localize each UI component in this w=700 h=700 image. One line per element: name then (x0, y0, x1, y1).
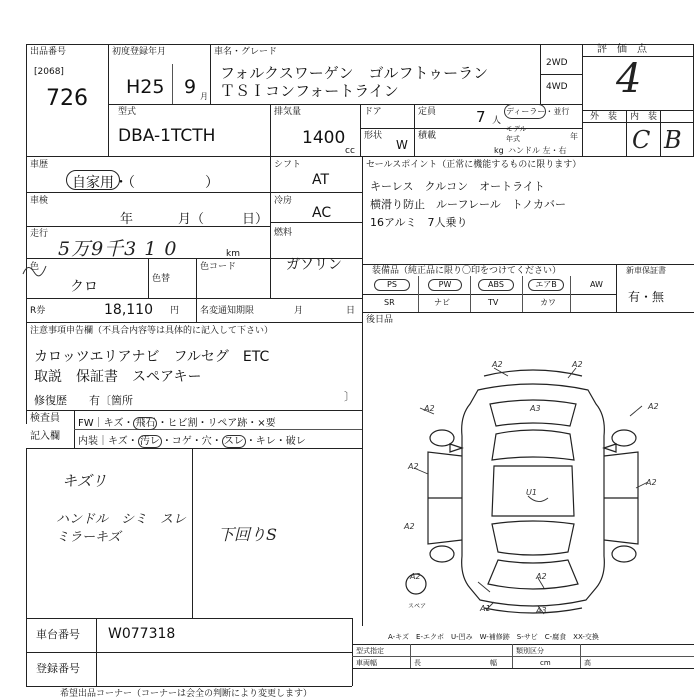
usage-value: 自家用・（ ） (72, 175, 219, 191)
form-tag: 長 (414, 659, 421, 667)
load-label: 積載 (418, 131, 437, 141)
equipment-abs: ABS (478, 279, 514, 291)
handwritten-note: ミラーキズ (56, 530, 121, 545)
first-reg-era-year: H25 (126, 76, 165, 98)
spare-label: スペア (408, 603, 427, 610)
usage-label: 車歴 (30, 160, 49, 170)
load-unit: kg (494, 146, 504, 155)
repair-close: 〕 (344, 390, 355, 403)
form-tag: 類別区分 (516, 647, 544, 655)
notes-label: 注意事項申告欄（不具合内容等は具体的に記入して下さい） (30, 326, 274, 336)
model-year-label: モデル年式 (506, 125, 527, 143)
equipment-sr: SR (384, 298, 395, 307)
equipment-aw: AW (590, 280, 603, 289)
shape-value: W (396, 138, 408, 152)
form-tag: 幅 (490, 659, 497, 667)
interior-grade: B (664, 126, 682, 154)
inspection-day-unit: 日） (242, 212, 269, 227)
lot-sub-number: [2068] (34, 67, 64, 77)
mileage-value: 5万9千3 1 0 (58, 238, 178, 260)
notice-month-unit: 月 (294, 306, 304, 316)
bottom-heading: 希望出品コーナー（コーナーは会全の判断により変更します） (60, 689, 313, 699)
inspector-label-1: 検査員 (30, 413, 60, 424)
equipment-navi: ナビ (434, 298, 450, 307)
handwritten-note: キズリ (62, 472, 107, 490)
damage-mark: A2 (410, 572, 421, 581)
damage-mark: A2 (572, 360, 583, 369)
ac-label: 冷房 (274, 196, 293, 206)
inspection-month-unit: 月（ (178, 212, 205, 227)
damage-mark: A1 (480, 604, 491, 613)
form-tag: 車両幅 (356, 659, 377, 667)
chassis-label: 車台番号 (36, 628, 80, 641)
lot-number: 726 (46, 86, 88, 111)
color-change-label: 色替 (152, 274, 171, 284)
damage-mark: A3 (536, 606, 547, 615)
sales-point-line: 16アルミ 7人乗り (370, 216, 468, 229)
equipment-label: 装備品（純正品に限り〇印をつけてください） (372, 266, 562, 276)
form-tag: cm (540, 659, 551, 667)
sales-points-label: セールスポイント（正常に機能するものに限ります） (366, 160, 582, 170)
capacity-unit: 人 (492, 116, 502, 126)
damage-mark: A2 (408, 462, 419, 471)
pen-scribble (20, 260, 50, 280)
damage-mark: A2 (404, 522, 415, 531)
first-reg-month-unit: 月 (200, 92, 208, 101)
sales-point-line: キーレス クルコン オートライト (370, 180, 545, 193)
color-label: 色 (30, 262, 40, 272)
chassis-value: W077318 (108, 626, 176, 642)
drive-2wd: 2WD (546, 58, 568, 68)
displacement-label: 排気量 (274, 107, 302, 117)
inspection-year-unit: 年 (120, 212, 134, 227)
rear-seat-label: 後日品 (366, 315, 394, 325)
equipment-pw: PW (428, 279, 462, 291)
shift-value: AT (312, 172, 330, 188)
damage-mark: A2 (424, 404, 435, 413)
displacement-value: 1400 (302, 128, 346, 148)
exterior-label: 外 装 (590, 112, 618, 122)
equipment-tv: TV (488, 298, 499, 307)
dealer-circle (504, 104, 546, 119)
notice-day-unit: 日 (346, 306, 356, 316)
ac-value: AC (312, 205, 332, 221)
damage-mark: U1 (526, 488, 537, 497)
mileage-unit: km (226, 249, 240, 259)
car-name-line2: ＴＳＩコンフォートライン (220, 82, 399, 100)
car-name-label: 車名・グレード (214, 47, 278, 57)
drive-4wd: 4WD (546, 82, 568, 92)
damage-legend: A-キズ E-エクボ U-凹み W-補修跡 S-サビ C-腐食 XX-交換 (388, 633, 599, 641)
exterior-grade: C (632, 126, 651, 154)
equipment-airbag: エアB (528, 279, 564, 291)
form-tag: 型式指定 (356, 647, 384, 655)
color-code-label: 色コード (200, 262, 237, 272)
displacement-unit: cc (345, 146, 355, 156)
warranty-label: 新車保証書 (626, 266, 666, 275)
equipment-ps: PS (374, 279, 410, 291)
inspector-label-2: 記入欄 (30, 431, 60, 442)
color-value: クロ (70, 279, 98, 295)
capacity-value: 7 (476, 108, 486, 126)
handle-label: ハンドル 左・右 (508, 146, 567, 155)
notes-line: カロッツエリアナビ フルセグ ETC (34, 349, 270, 365)
fuel-value: ガソリン (286, 257, 342, 273)
recycle-unit: 円 (170, 306, 180, 316)
notes-line: 取説 保証書 スペアキー (34, 369, 202, 385)
recycle-label: R券 (30, 306, 46, 316)
grade-value: 4 (616, 56, 642, 102)
model-label: 型式 (118, 107, 137, 117)
model-year-unit: 年 (570, 132, 578, 141)
lot-label: 出品番号 (30, 47, 67, 57)
capacity-label: 定員 (418, 107, 437, 117)
first-reg-label: 初度登録年月 (112, 47, 167, 57)
equipment-leather: カワ (540, 298, 556, 307)
form-tag: 高 (584, 659, 591, 667)
damage-mark: A2 (646, 478, 657, 487)
handwritten-note: ハンドル シミ スレ (56, 512, 187, 527)
handwritten-note: 下回りS (218, 525, 277, 544)
recycle-value: 18,110 (104, 302, 153, 318)
fuel-label: 燃料 (274, 228, 293, 238)
inspector-row-1: FW｜キズ・ 飛石 ・ヒビ割・リペア跡・×要 (78, 418, 276, 429)
shift-label: シフト (274, 160, 302, 170)
damage-mark: A2 (536, 572, 547, 581)
car-name-line1: フォルクスワーゲン ゴルフトゥーラン (220, 64, 489, 82)
model-value: DBA-1TCTH (118, 126, 216, 146)
registration-label: 登録番号 (36, 662, 80, 675)
repair-history: 修復歴 有〔箇所 (34, 394, 133, 407)
warranty-value: 有・無 (628, 290, 665, 304)
interior-label: 内 装 (630, 112, 658, 122)
damage-mark: A3 (530, 404, 541, 413)
usage-circle (66, 170, 120, 190)
inspector-row-2: 内装｜キズ・ 汚レ ・コゲ・穴・ スレ ・キレ・破レ (78, 436, 306, 447)
grade-label: 評 価 点 (597, 44, 647, 55)
doors-label: ドア (364, 107, 382, 117)
sales-point-line: 横滑り防止 ルーフレール トノカバー (370, 198, 567, 211)
damage-mark: A2 (648, 402, 659, 411)
damage-mark: A2 (492, 360, 503, 369)
mileage-label: 走行 (30, 229, 49, 239)
shape-label: 形状 (364, 131, 383, 141)
first-reg-month: 9 (184, 76, 197, 98)
inspection-label: 車検 (30, 196, 49, 206)
dealer-note: ディーラー・並行 (506, 107, 570, 116)
notice-label: 名変通知期限 (200, 306, 255, 316)
